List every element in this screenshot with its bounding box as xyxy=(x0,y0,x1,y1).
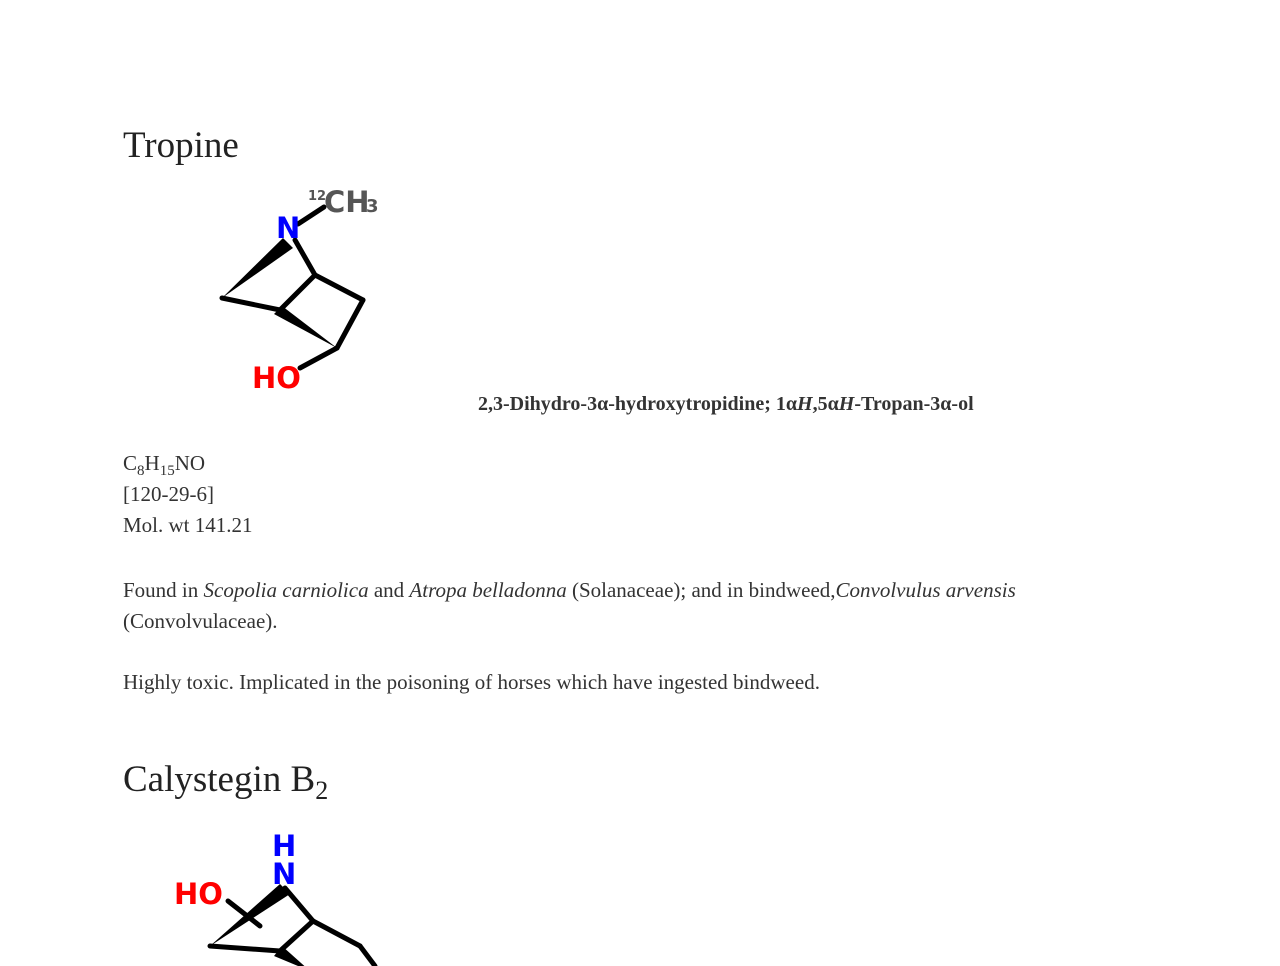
methyl-subscript-label: 3 xyxy=(366,196,379,217)
synonym-text: ,5α xyxy=(812,393,839,415)
methyl-label: CH xyxy=(324,185,370,219)
tropine-structure-diagram xyxy=(200,180,400,400)
bond-c2-c3 xyxy=(360,946,375,966)
compound-name: Tropine xyxy=(123,125,239,166)
nitrogen-label: N xyxy=(272,857,297,891)
wedge-bond-n-c6 xyxy=(222,238,293,298)
nitrogen-label: N xyxy=(276,211,301,245)
species-name: Atropa belladonna xyxy=(409,578,567,602)
synonym-italic: H xyxy=(797,393,813,415)
methyl-isotope-label: 12 xyxy=(308,189,327,204)
bond-c1-c5 xyxy=(280,921,313,951)
bond-c1-c5 xyxy=(280,275,315,310)
molecular-formula: $C_8H_{15}NO$ xyxy=(123,451,206,479)
bond-n-c1 xyxy=(295,240,315,275)
synonym-text: -Tropan-3α-ol xyxy=(854,393,974,415)
toxicity-paragraph: Highly toxic. Implicated in the poisoning of horses which have ingested bindweed. xyxy=(123,670,820,694)
compound-title-tropine xyxy=(123,124,239,168)
compound-properties xyxy=(123,448,253,541)
synonym-text: 2,3-Dihydro-3α-hydroxytropidine; 1α xyxy=(478,393,798,415)
bond-c3-o xyxy=(300,348,337,368)
bond-c1-c2 xyxy=(315,275,363,300)
bond-n-c1 xyxy=(285,888,313,921)
bond-c6-c7 xyxy=(210,946,280,951)
wedge-bond-c5-c4 xyxy=(274,306,337,348)
bond-c6-c7 xyxy=(222,298,280,310)
molecular-weight: Mol. wt 141.21 xyxy=(123,513,253,537)
hydroxyl-label: HO xyxy=(252,361,301,395)
compound-name: Calystegin B xyxy=(123,759,316,800)
hydroxyl-label: HO xyxy=(174,877,223,911)
synonyms xyxy=(478,391,974,417)
species-name: Scopolia carniolica xyxy=(203,578,369,602)
cas-number: [120-29-6] xyxy=(123,482,214,506)
occurrence-paragraph: Found in Scopolia carniolica and Atropa belladonna (Solanaceae); and in bindweed,Convolvulus arvensis (Convolvulaceae). xyxy=(123,578,1016,633)
amine-hydrogen-label: H xyxy=(272,829,297,863)
bond-n-methyl xyxy=(298,207,324,224)
compound-title-calystegin xyxy=(123,758,329,805)
compound-name-subscript: 2 xyxy=(315,776,329,805)
bond-c2-c3 xyxy=(337,300,363,348)
species-name: Convolvulus arvensis xyxy=(835,578,1016,602)
synonym-italic: H xyxy=(838,393,855,415)
calystegin-structure-diagram xyxy=(160,826,400,966)
bond-c1-c2 xyxy=(313,921,360,946)
